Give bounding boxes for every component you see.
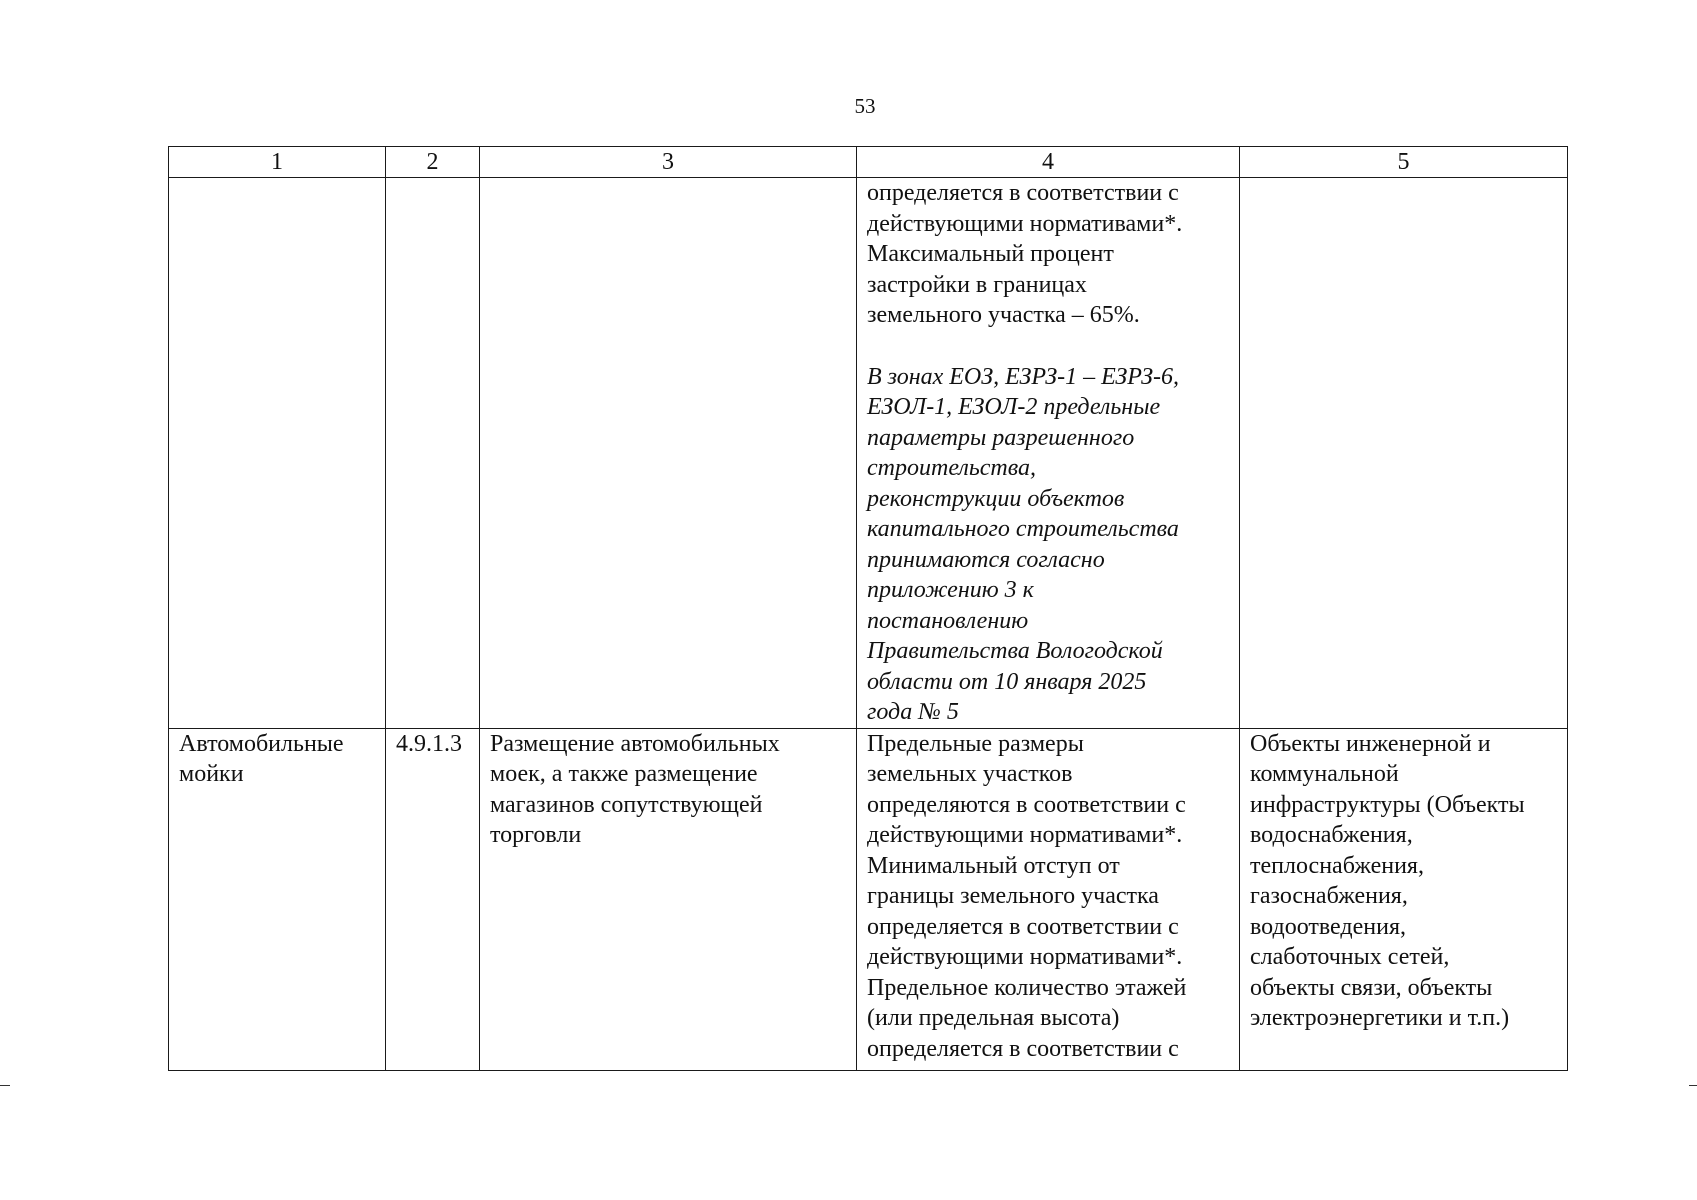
italic-text-line: Правительства Вологодской (867, 638, 1163, 664)
italic-text-line: реконструкции объектов (867, 485, 1125, 512)
text-line: объекты связи, объекты (1250, 974, 1493, 1001)
italic-text-line: года № 5 (867, 699, 959, 725)
right-margin-mark (1689, 1085, 1697, 1086)
italic-text-line: капитального строительства (867, 516, 1179, 542)
italic-text-line: приложению 3 к (867, 577, 1034, 603)
text-line: границы земельного участка (867, 883, 1159, 909)
cell-use-description (480, 178, 857, 729)
cell-auxiliary-uses (1240, 178, 1568, 729)
column-header-4: 4 (857, 147, 1240, 178)
text-line: земельных участков (867, 761, 1073, 787)
text-line: определяются в соответствии с (867, 791, 1186, 818)
text-line: застройки в границах (867, 271, 1087, 298)
text-line: определяется в соответствии с (867, 1035, 1179, 1062)
text-line: Автомобильные (179, 730, 344, 757)
italic-text-line: области от 10 января 2025 (867, 668, 1147, 695)
cell-use-name (169, 178, 386, 729)
text-line: слаботочных сетей, (1250, 944, 1450, 970)
left-margin-mark (0, 1085, 10, 1086)
text-line: Объекты инженерной и (1250, 730, 1491, 757)
text-line: Предельное количество этажей (867, 974, 1187, 1001)
text-line: магазинов сопутствующей (490, 791, 763, 818)
column-header-3: 3 (480, 147, 857, 178)
table-row (169, 728, 1568, 1070)
cell-use-code (386, 728, 480, 1070)
italic-text-line: параметры разрешенного (867, 424, 1135, 451)
text-line: 4.9.1.3 (396, 730, 462, 757)
page-number: 53 (854, 94, 876, 118)
italic-text-line: постановлению (867, 607, 1029, 634)
italic-text-line: строительства, (867, 455, 1036, 481)
text-line: коммунальной (1250, 761, 1399, 787)
text-line: земельного участка – 65%. (867, 302, 1140, 328)
text-line: действующими нормативами*. (867, 822, 1183, 848)
italic-text-line: В зонах ЕОЗ, ЕЗРЗ-1 – ЕЗРЗ-6, (867, 363, 1180, 390)
text-line: теплоснабжения, (1250, 852, 1424, 879)
cell-parameters (857, 728, 1240, 1070)
text-line: электроэнергетики и т.п.) (1250, 1005, 1510, 1031)
text-line: Максимальный процент (867, 241, 1114, 267)
text-line: (или предельная высота) (867, 1005, 1120, 1031)
text-line: водоотведения, (1250, 913, 1406, 940)
text-line: моек, а также размещение (490, 761, 758, 787)
italic-text-line: ЕЗОЛ-1, ЕЗОЛ-2 предельные (867, 394, 1161, 420)
text-line: инфраструктуры (Объекты (1250, 791, 1525, 818)
text-line: газоснабжения, (1250, 883, 1408, 909)
text-line: действующими нормативами*. (867, 210, 1183, 237)
italic-text-line: принимаются согласно (867, 546, 1105, 573)
cell-use-name (169, 728, 386, 1070)
cell-parameters (857, 178, 1240, 729)
text-line: определяется в соответствии с (867, 913, 1179, 940)
column-header-1: 1 (169, 147, 386, 178)
text-line: определяется в соответствии с (867, 180, 1179, 206)
zoning-table (168, 146, 1568, 1071)
text-line: водоснабжения, (1250, 822, 1413, 848)
text-line: Предельные размеры (867, 730, 1084, 757)
cell-auxiliary-uses (1240, 728, 1568, 1070)
text-line: Размещение автомобильных (490, 730, 780, 757)
text-line: торговли (490, 822, 582, 848)
cell-use-code (386, 178, 480, 729)
paragraph-spacer (867, 331, 1231, 362)
text-line: Минимальный отступ от (867, 852, 1120, 879)
text-line: действующими нормативами*. (867, 944, 1183, 970)
table-row (169, 178, 1568, 729)
text-line: мойки (179, 761, 244, 787)
column-header-5: 5 (1240, 147, 1568, 178)
table-header-row (169, 147, 1568, 178)
cell-use-description (480, 728, 857, 1070)
column-header-2: 2 (386, 147, 480, 178)
